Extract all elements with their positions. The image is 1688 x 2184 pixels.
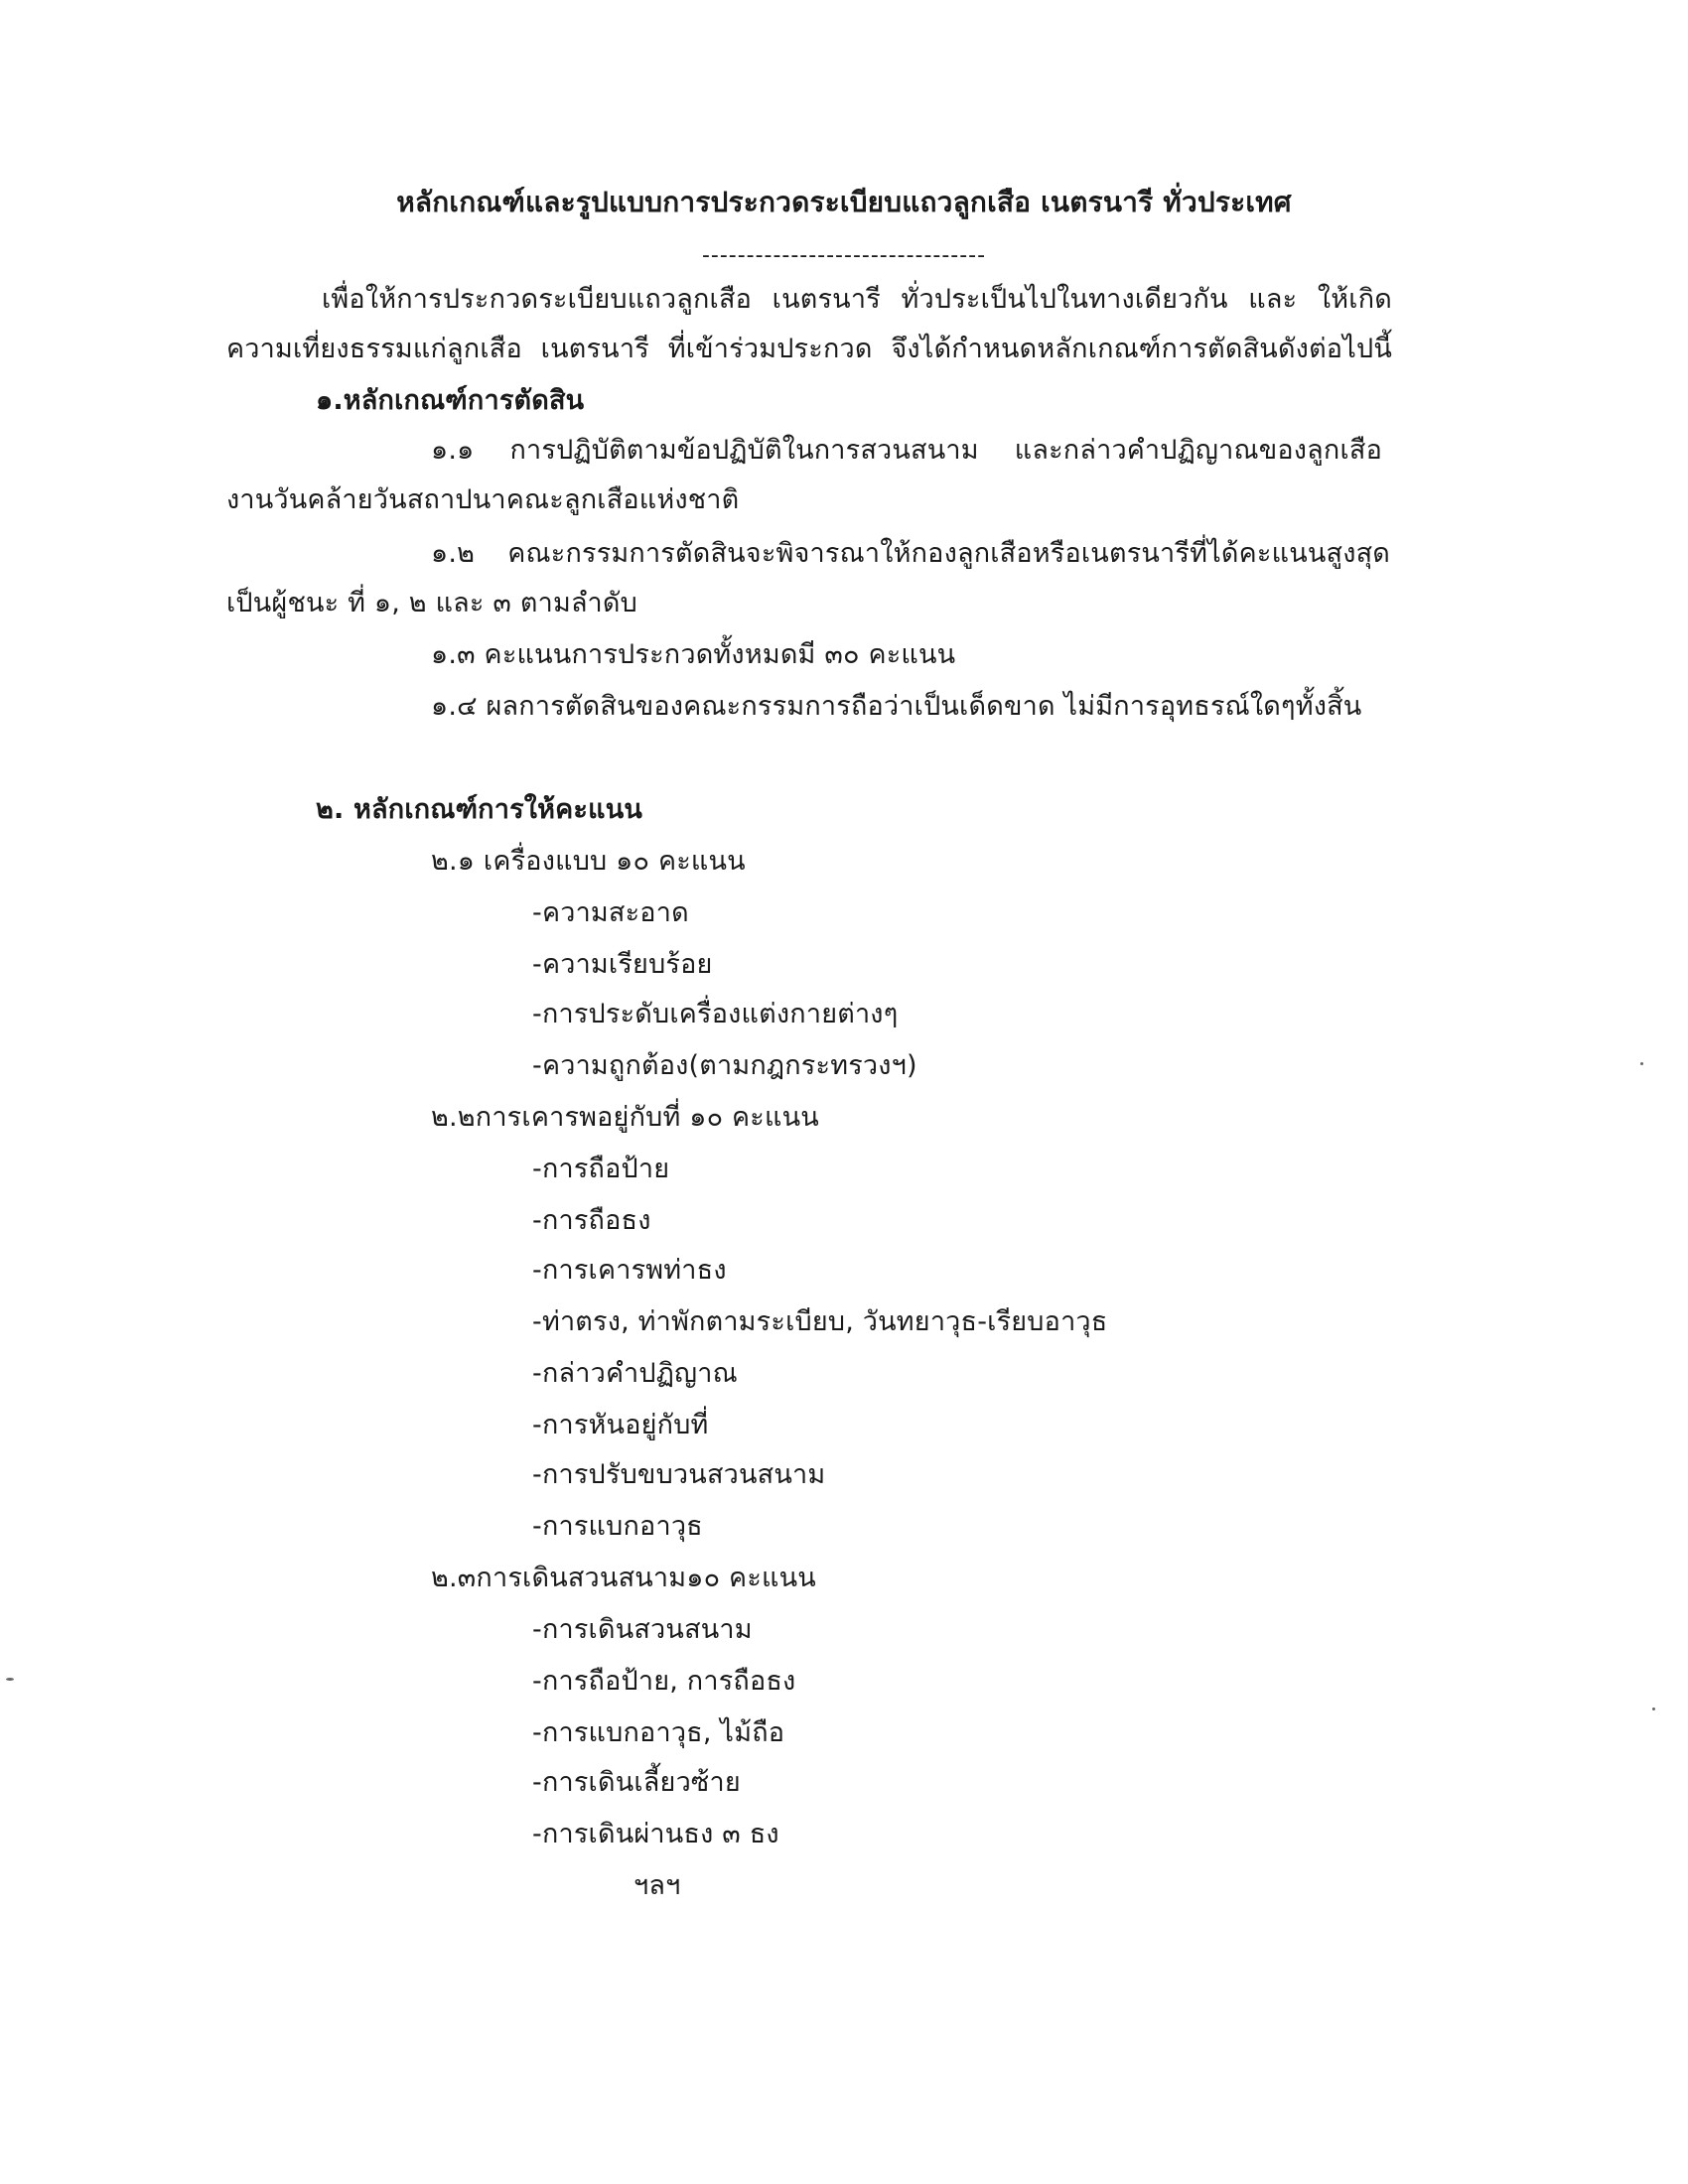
list-item: -การเดินสวนสนาม	[532, 1614, 753, 1645]
scan-speck	[6, 1678, 14, 1681]
list-item: -ความเรียบร้อย	[532, 949, 713, 980]
section-1-item-1-line-1: ๑.๑ การปฏิบัติตามข้อปฏิบัติในการสวนสนาม และกล่าวคำปฏิญาณของลูกเสือ	[431, 435, 1382, 466]
etc-mark: ฯลฯ	[633, 1870, 681, 1901]
list-item: -การเดินเลี้ยวซ้าย	[532, 1767, 741, 1798]
section-2-2-title: ๒.๒การเคารพอยู่กับที่ ๑๐ คะแนน	[431, 1102, 819, 1133]
list-item: -การถือป้าย, การถือธง	[532, 1666, 796, 1697]
list-item: -การหันอยู่กับที่	[532, 1410, 709, 1440]
list-item: -การเคารพท่าธง	[532, 1255, 727, 1286]
scan-speck	[1640, 1062, 1643, 1065]
section-2-3-title: ๒.๓การเดินสวนสนาม๑๐ คะแนน	[431, 1563, 816, 1593]
list-item: -ความสะอาด	[532, 897, 689, 928]
list-item: -การปรับขบวนสวนสนาม	[532, 1459, 826, 1490]
section-2-1-title: ๒.๑ เครื่องแบบ ๑๐ คะแนน	[431, 846, 746, 877]
section-1-heading: ๑.หลักเกณฑ์การตัดสิน	[316, 385, 585, 416]
section-1-item-1-line-2: งานวันคล้ายวันสถาปนาคณะลูกเสือแห่งชาติ	[226, 484, 740, 515]
list-item: -การประดับเครื่องแต่งกายต่างๆ	[532, 999, 899, 1029]
list-item: -การเดินผ่านธง ๓ ธง	[532, 1819, 779, 1849]
page-title: หลักเกณฑ์และรูปแบบการประกวดระเบียบแถวลูกเสือ เนตรนารี ทั่วประเทศ	[396, 186, 1292, 218]
section-2-heading: ๒. หลักเกณฑ์การให้คะแนน	[316, 794, 643, 825]
list-item: -การแบกอาวุธ, ไม้ถือ	[532, 1717, 785, 1748]
section-1-item-2-line-1: ๑.๒ คณะกรรมการตัดสินจะพิจารณาให้กองลูกเสือหรือเนตรนารีที่ได้คะแนนสูงสุด	[431, 538, 1390, 569]
title-separator: --------------------------------	[701, 243, 987, 268]
intro-line-1: เพื่อให้การประกวดระเบียบแถวลูกเสือ เนตรนารี ทั่วประเป็นไปในทางเดียวกัน และ ให้เกิด	[322, 284, 1392, 315]
section-1-item-4: ๑.๔ ผลการตัดสินของคณะกรรมการถือว่าเป็นเด็ดขาด ไม่มีการอุทธรณ์ใดๆทั้งสิ้น	[431, 691, 1362, 722]
list-item: -ความถูกต้อง(ตามกฎกระทรวงฯ)	[532, 1050, 917, 1081]
list-item: -ท่าตรง, ท่าพักตามระเบียบ, วันทยาวุธ-เรียบอาวุธ	[532, 1306, 1108, 1337]
intro-line-2: ความเที่ยงธรรมแก่ลูกเสือ เนตรนารี ที่เข้าร่วมประกวด จึงได้กำหนดหลักเกณฑ์การตัดสินดังต่อไปนี้	[226, 334, 1392, 364]
scan-speck	[1652, 1707, 1655, 1710]
list-item: -การแบกอาวุธ	[532, 1511, 703, 1542]
list-item: -การถือธง	[532, 1205, 651, 1236]
section-1-item-2-line-2: เป็นผู้ชนะ ที่ ๑, ๒ และ ๓ ตามลำดับ	[226, 588, 637, 618]
list-item: -การถือป้าย	[532, 1154, 670, 1184]
list-item: -กล่าวคำปฏิญาณ	[532, 1358, 738, 1389]
section-1-item-3: ๑.๓ คะแนนการประกวดทั้งหมดมี ๓๐ คะแนน	[431, 639, 956, 670]
